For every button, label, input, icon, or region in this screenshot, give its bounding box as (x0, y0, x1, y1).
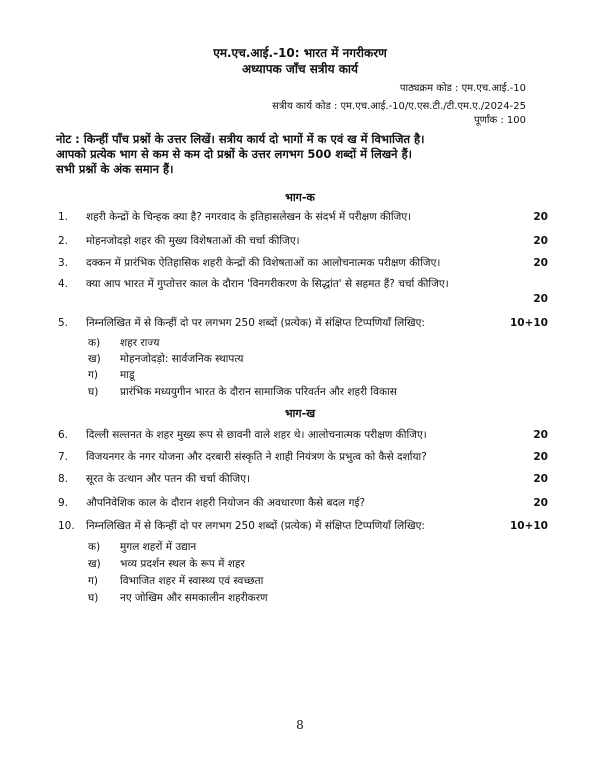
question-marks: 20 (533, 497, 548, 509)
sub-item (88, 336, 159, 350)
question-marks: 20 (533, 429, 548, 441)
sub-item (88, 385, 397, 399)
sub-item (88, 591, 268, 605)
section-a-heading: भाग-क (285, 191, 315, 204)
sub-item-label: ख) (88, 353, 101, 365)
question-text: दक्कन में प्रारंभिक ऐतिहासिक शहरी केन्द्रों की विशेषताओं का आलोचनात्मक परीक्षण कीजिए। (86, 257, 441, 269)
note-line-3: सभी प्रश्नों के अंक समान हैं। (56, 162, 174, 176)
note-line-2: आपको प्रत्येक भाग से कम से कम दो प्रश्नों के उत्तर लगभग 500 शब्दों में लिखने हैं। (56, 147, 413, 161)
question-text: शहरी केन्द्रों के चिन्हक क्या है? नगरवाद के इतिहासलेखन के संदर्भ में परीक्षण कीजिए। (86, 211, 412, 223)
sub-item-text: मुगल शहरों में उद्यान (120, 541, 197, 553)
question-number: 5. (58, 317, 69, 329)
question-marks: 20 (533, 473, 548, 485)
sub-item-label: ग) (88, 575, 99, 587)
question-marks: 20 (533, 235, 548, 247)
sub-item (88, 557, 245, 571)
question-number: 7. (58, 451, 69, 463)
question-number: 10. (58, 520, 75, 532)
sub-item-text: मोहनजोदड़ो: सार्वजनिक स्थापत्य (120, 353, 244, 365)
question-text: औपनिवेशिक काल के दौरान शहरी नियोजन की अवधारणा कैसे बदल गई? (86, 497, 366, 509)
assignment-subtitle: अध्यापक जाँच सत्रीय कार्य (241, 62, 359, 76)
question-text: विजयनगर के नगर योजना और दरबारी संस्कृति ने शाही नियंत्रण के प्रभुत्व को कैसे दर्शाया? (86, 451, 427, 463)
question-marks: 10+10 (509, 317, 548, 329)
question-number: 4. (58, 278, 69, 290)
sub-item-text: प्रारंभिक मध्ययुगीन भारत के दौरान सामाजिक परिवर्तन और शहरी विकास (120, 386, 397, 398)
course-code: पाठ्यक्रम कोड : एम.एच.आई.-10 (399, 83, 526, 94)
sub-item (88, 352, 244, 366)
max-marks: पूर्णांक : 100 (474, 115, 526, 126)
sub-item-label: ख) (88, 558, 101, 570)
question-number: 9. (58, 497, 69, 509)
assignment-title: एम.एच.आई.-10: भारत में नगरीकरण (213, 46, 387, 60)
sub-item-label: घ) (88, 386, 99, 398)
section-b-heading: भाग-ख (284, 407, 316, 420)
question-number: 6. (58, 429, 69, 441)
assignment-code: सत्रीय कार्य कोड : एम.एच.आई.-10/ए.एस.टी./टी.एम.ए./2024-25 (272, 101, 526, 112)
note-line-1: नोट : किन्हीं पाँच प्रश्नों के उत्तर लिखें। सत्रीय कार्य दो भागों में क एवं ख में विभाजित है। (56, 132, 425, 146)
sub-item-label: ग) (88, 369, 99, 381)
sub-item-label: घ) (88, 592, 99, 604)
question-marks: 20 (533, 257, 548, 269)
sub-item-label: क) (88, 337, 101, 349)
question-number: 1. (58, 211, 69, 223)
question-text: निम्नलिखित में से किन्हीं दो पर लगभग 250 शब्दों (प्रत्येक) में संक्षिप्त टिप्पणियाँ लिखिए: (86, 520, 425, 532)
question-text: मोहनजोदड़ो शहर की मुख्य विशेषताओं की चर्चा कीजिए। (86, 235, 300, 247)
question-marks: 20 (533, 451, 548, 463)
question-text: दिल्ली सल्तनत के शहर मुख्य रूप से छावनी वाले शहर थे। आलोचनात्मक परीक्षण कीजिए। (86, 429, 427, 441)
sub-item (88, 368, 135, 382)
sub-item-text: नए जोखिम और समकालीन शहरीकरण (120, 592, 268, 604)
question-marks: 10+10 (509, 520, 548, 532)
question-marks: 20 (533, 211, 548, 223)
question-text: क्या आप भारत में गुप्तोत्तर काल के दौरान 'विनगरीकरण के सिद्धांत' से सहमत हैं? चर्चा कीजिए। (86, 278, 449, 290)
question-text: सूरत के उत्थान और पतन की चर्चा कीजिए। (86, 473, 250, 485)
question-marks: 20 (533, 293, 548, 305)
sub-item-label: क) (88, 541, 101, 553)
question-text: निम्नलिखित में से किन्हीं दो पर लगभग 250 शब्दों (प्रत्येक) में संक्षिप्त टिप्पणियाँ लिखिए: (86, 317, 425, 329)
sub-item (88, 574, 263, 588)
sub-item-text: माडू (120, 369, 135, 381)
page-number: 8 (296, 718, 304, 732)
sub-item (88, 540, 196, 554)
sub-item-text: विभाजित शहर में स्वास्थ्य एवं स्वच्छता (120, 575, 264, 587)
question-number: 2. (58, 235, 69, 247)
question-number: 3. (58, 257, 69, 269)
question-number: 8. (58, 473, 69, 485)
sub-item-text: भव्य प्रदर्शन स्थल के रूप में शहर (120, 558, 245, 570)
sub-item-text: शहर राज्य (120, 337, 160, 349)
